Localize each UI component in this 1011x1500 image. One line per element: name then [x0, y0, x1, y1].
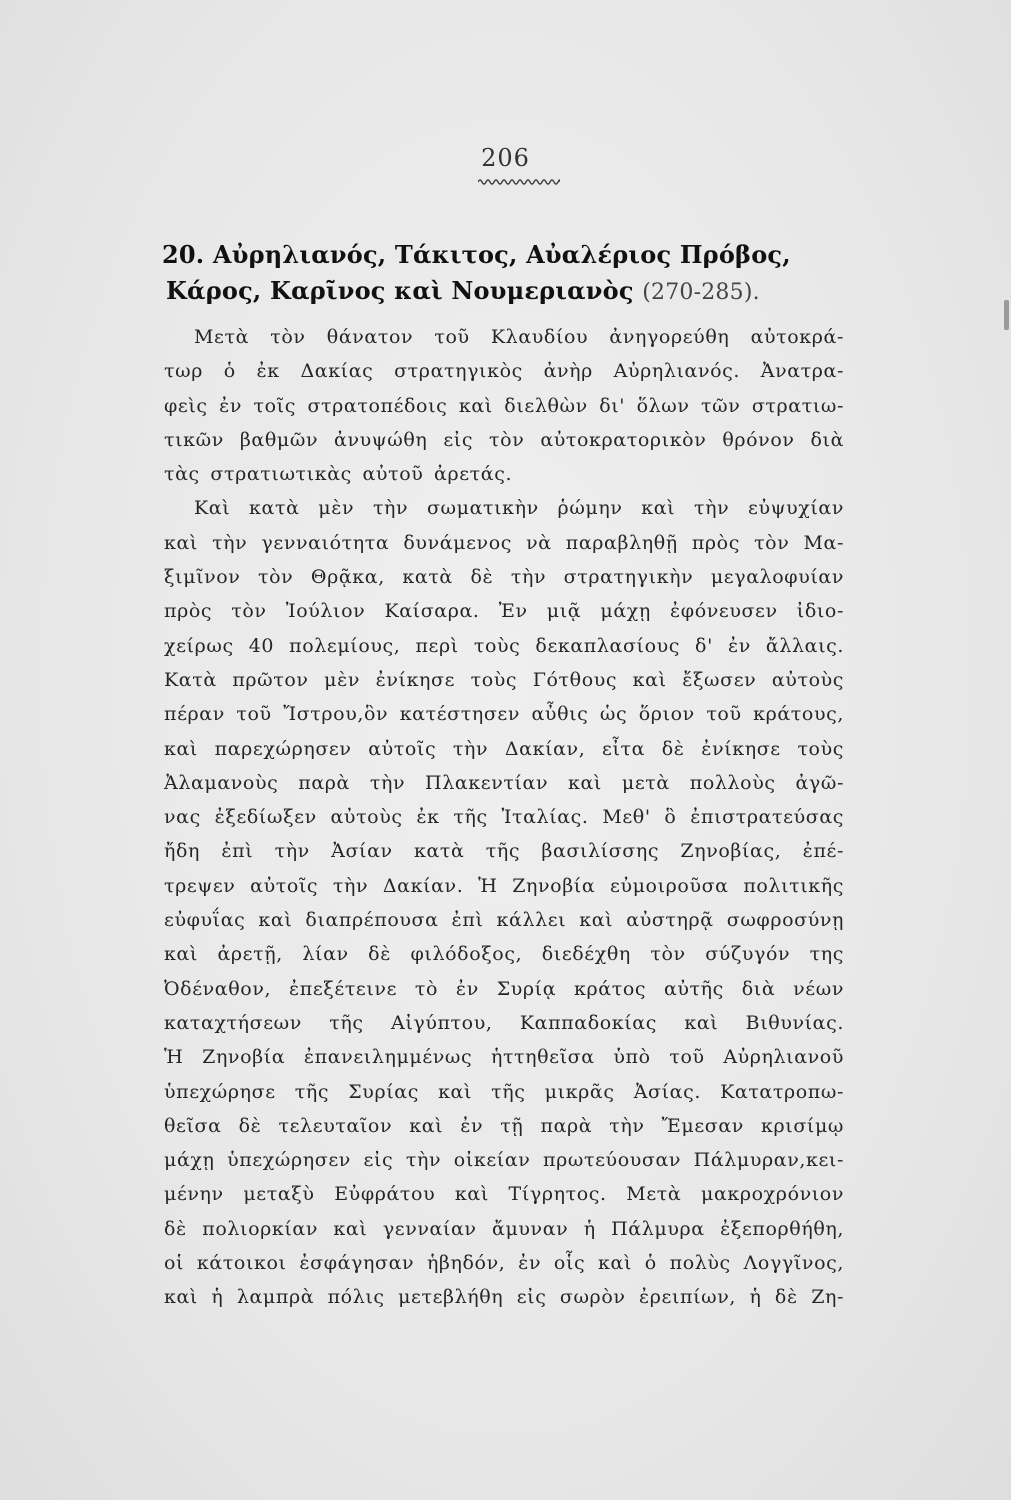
- text-line: Ἡ Ζηνοβία ἐπανειλημμένως ἡττηθεῖσα ὑπὸ τοῦ Αὐρηλιανοῦ: [164, 1046, 844, 1069]
- text-line: εὐφυΐας καὶ διαπρέπουσα ἐπὶ κάλλει καὶ αὐστηρᾷ σωφροσύνῃ: [164, 909, 844, 932]
- text-line: θεῖσα δὲ τελευταῖον καὶ ἐν τῇ παρὰ τὴν Ἔμεσαν κρισίμῳ: [164, 1114, 844, 1137]
- text-line: Καὶ κατὰ μὲν τὴν σωματικὴν ῥώμην καὶ τὴν εὐψυχίαν: [194, 497, 844, 520]
- text-line: καταχτήσεων τῆς Αἰγύπτου, Καππαδοκίας καὶ Βιθυνίας.: [164, 1011, 844, 1034]
- text-line: Κατὰ πρῶτον μὲν ἐνίκησε τοὺς Γότθους καὶ ἔξωσεν αὐτοὺς: [164, 668, 844, 691]
- text-line: καὶ παρεχώρησεν αὐτοῖς τὴν Δακίαν, εἶτα δὲ ἐνίκησε τοὺς: [164, 737, 844, 760]
- text-line: πέραν τοῦ Ἴστρου,ὃν κατέστησεν αὖθις ὡς ὅριον τοῦ κράτους,: [164, 703, 844, 726]
- text-line: τωρ ὁ ἐκ Δακίας στρατηγικὸς ἀνὴρ Αὐρηλιανός. Ἀνατρα-: [164, 360, 844, 383]
- text-line: χείρως 40 πολεμίους, περὶ τοὺς δεκαπλασίους δ' ἐν ἄλλαις.: [164, 634, 844, 657]
- text-line: μάχῃ ὑπεχώρησεν εἰς τὴν οἰκείαν πρωτεύουσαν Πάλμυραν,κει-: [164, 1149, 844, 1172]
- body-text: [164, 320, 844, 1315]
- text-line: δὲ πολιορκίαν καὶ γενναίαν ἄμυναν ἡ Πάλμυρα ἐξεπορθήθη,: [164, 1217, 844, 1240]
- page-number: 206: [481, 144, 530, 172]
- section-title-line2-wrap: [162, 273, 862, 311]
- text-line: τὰς στρατιωτικὰς αὐτοῦ ἀρετάς.: [164, 463, 513, 486]
- text-line: νας ἐξεδίωξεν αὐτοὺς ἐκ τῆς Ἰταλίας. Μεθ' ὃ ἐπιστρατεύσας: [164, 806, 844, 829]
- section-years: (270-285).: [642, 280, 760, 305]
- section-title-line2: Κάρος, Καρῖνος καὶ Νουμεριανὸς: [166, 276, 634, 305]
- wavy-rule-ornament: [478, 178, 560, 186]
- text-line: καὶ τὴν γενναιότητα δυνάμενος νὰ παραβληθῇ πρὸς τὸν Μα-: [164, 531, 844, 554]
- text-line: Μετὰ τὸν θάνατον τοῦ Κλαυδίου ἀνηγορεύθη αὐτοκρά-: [194, 326, 844, 348]
- section-heading: [162, 237, 862, 311]
- text-line: τικῶν βαθμῶν ἀνυψώθη εἰς τὸν αὐτοκρατορικὸν θρόνον διὰ: [164, 428, 844, 451]
- section-title-line1: Αὐρηλιανός, Τάκιτος, Αὐαλέριος Πρόβος,: [212, 240, 791, 269]
- text-line: Ὀδέναθον, ἐπεξέτεινε τὸ ἐν Συρίᾳ κράτος αὐτῆς διὰ νέων: [164, 977, 844, 1000]
- text-line: μένην μεταξὺ Εὐφράτου καὶ Τίγρητος. Μετὰ μακροχρόνιον: [164, 1183, 844, 1206]
- text-line: φεὶς ἐν τοῖς στρατοπέδοις καὶ διελθὼν δι' ὅλων τῶν στρατιω-: [164, 394, 844, 417]
- section-number: 20.: [162, 240, 205, 269]
- text-line: ὑπεχώρησε τῆς Συρίας καὶ τῆς μικρᾶς Ἀσίας. Κατατροπω-: [164, 1080, 844, 1103]
- text-line: καὶ ἀρετῇ, λίαν δὲ φιλόδοξος, διεδέχθη τὸν σύζυγόν της: [164, 943, 844, 966]
- text-line: καὶ ἡ λαμπρὰ πόλις μετεβλήθη εἰς σωρὸν ἐρειπίων, ἡ δὲ Ζη-: [164, 1286, 844, 1309]
- paper-edge-mark: [1004, 300, 1009, 330]
- text-line: πρὸς τὸν Ἰούλιον Καίσαρα. Ἐν μιᾷ μάχῃ ἐφόνευσεν ἰδιο-: [164, 600, 844, 623]
- text-line: ἤδη ἐπὶ τὴν Ἀσίαν κατὰ τῆς βασιλίσσης Ζηνοβίας, ἐπέ-: [164, 840, 844, 863]
- text-line: ξιμῖνον τὸν Θρᾷκα, κατὰ δὲ τὴν στρατηγικὴν μεγαλοφυίαν: [164, 566, 844, 589]
- text-line: Ἀλαμανοὺς παρὰ τὴν Πλακεντίαν καὶ μετὰ πολλοὺς ἀγῶ-: [164, 771, 844, 794]
- text-line: τρεψεν αὐτοῖς τὴν Δακίαν. Ἡ Ζηνοβία εὐμοιροῦσα πολιτικῆς: [164, 874, 844, 897]
- text-line: οἱ κάτοικοι ἐσφάγησαν ἡβηδόν, ἐν οἷς καὶ ὁ πολὺς Λογγῖνος,: [164, 1252, 844, 1275]
